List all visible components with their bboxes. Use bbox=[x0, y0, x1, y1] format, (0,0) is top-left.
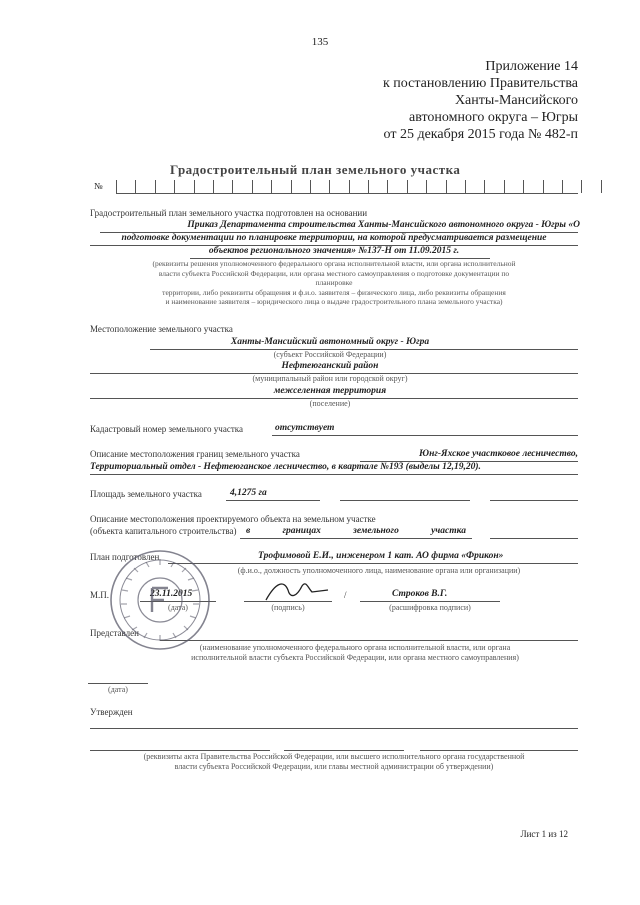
basis-label: Градостроительный план земельного участка подготовлен на основании bbox=[90, 208, 368, 218]
appendix-header bbox=[383, 58, 578, 143]
plan-number-cells bbox=[90, 180, 578, 194]
prep-date-caption: (дата) bbox=[168, 603, 188, 612]
area-value: 4,1275 га bbox=[230, 488, 267, 498]
prepared-label: План подготовлен bbox=[90, 552, 160, 562]
prepared-value: Трофимовой Е.И., инженером 1 кат. АО фирма «Фрикон» bbox=[258, 551, 504, 561]
presented-caption: (наименование уполномоченного федерального органа исполнительной власти, или органа исполнительной власти субъекта Российской Федерации, или органа местного самоуправления) bbox=[191, 643, 519, 662]
district-caption: (муниципальный район или городской округ) bbox=[252, 374, 408, 383]
page-number: 135 bbox=[311, 36, 329, 48]
district-value: Нефтеюганский район bbox=[281, 361, 379, 371]
document-title: Градостроительный план земельного участка bbox=[170, 162, 461, 177]
basis-caption: (реквизиты решения уполномоченного федерального органа исполнительной власти, или органа исполнительной власти субъекта Российской Федерации, или органа местного самоуправления о подготовке документации по планировке территории, либо реквизиты обращения и ф.и.о. заявителя – физического лица, либо реквизиты обращения и наименование заявителя – юридического лица о выдаче градостроительного плана земельного участка) bbox=[152, 259, 516, 306]
decoding-value: Строков В.Г. bbox=[392, 589, 448, 599]
basis-fill-line: объектов регионального значения» №137-Н от 11.09.2015 г. bbox=[208, 246, 460, 256]
object-value: в границах земельного участка bbox=[246, 526, 466, 536]
handwritten-signature bbox=[262, 578, 332, 604]
number-cell-grid bbox=[116, 180, 620, 194]
number-label: № bbox=[94, 181, 103, 191]
boundaries-value: Юнг-Яхское участковое лесничество, bbox=[419, 449, 578, 459]
cadastral-label: Кадастровый номер земельного участка bbox=[90, 424, 243, 434]
settlement-value: межселенная территория bbox=[273, 386, 387, 396]
boundaries-label: Описание местоположения границ земельного участка bbox=[90, 449, 300, 459]
appendix-line: к постановлению Правительства bbox=[382, 76, 578, 91]
settlement-caption: (поселение) bbox=[309, 399, 351, 408]
cadastral-value: отсутствует bbox=[275, 423, 335, 433]
subject-caption: (субъект Российской Федерации) bbox=[273, 350, 387, 359]
appendix-line: от 25 декабря 2015 года № 482-п bbox=[383, 127, 578, 142]
area-label: Площадь земельного участка bbox=[90, 489, 202, 499]
mp-label: М.П. bbox=[90, 590, 110, 600]
appendix-line: Приложение 14 bbox=[485, 59, 578, 74]
object-label: Описание местоположения проектируемого объекта на земельном участке bbox=[90, 514, 376, 524]
signature-caption: (подпись) bbox=[271, 603, 305, 612]
round-seal-stamp bbox=[108, 548, 212, 652]
boundaries-value: Территориальный отдел - Нефтеюганское лесничество, в квартале №193 (выделы 12,19,20). bbox=[90, 462, 481, 472]
basis-fill-line: подготовке документации по планировке территории, на которой предусматривается размещение bbox=[121, 233, 547, 243]
location-label: Местоположение земельного участка bbox=[90, 324, 233, 334]
prepared-caption: (ф.и.о., должность уполномоченного лица, наименование органа или организации) bbox=[237, 566, 521, 575]
presented-date-caption: (дата) bbox=[108, 685, 128, 694]
approved-label: Утвержден bbox=[90, 707, 133, 717]
prep-date: 23.11.2015 bbox=[150, 589, 193, 599]
object-label-2: (объекта капитального строительства) bbox=[90, 526, 237, 536]
appendix-line: автономного округа – Югры bbox=[409, 110, 578, 125]
decoding-caption: (расшифровка подписи) bbox=[389, 603, 471, 612]
sheet-counter: Лист 1 из 12 bbox=[520, 829, 568, 839]
slash: / bbox=[344, 590, 347, 600]
appendix-line: Ханты-Мансийского bbox=[454, 93, 578, 108]
presented-label: Представлен bbox=[90, 628, 139, 638]
basis-fill-line: Приказ Департамента строительства Ханты-Мансийского автономного округа - Югры «О bbox=[187, 220, 580, 230]
approved-caption: (реквизиты акта Правительства Российской Федерации, или высшего исполнительного органа государственной власти субъекта Российской Федерации, или главы местной администрации об утверждении) bbox=[143, 752, 525, 771]
subject-value: Ханты-Мансийский автономный округ - Югра bbox=[230, 337, 430, 347]
